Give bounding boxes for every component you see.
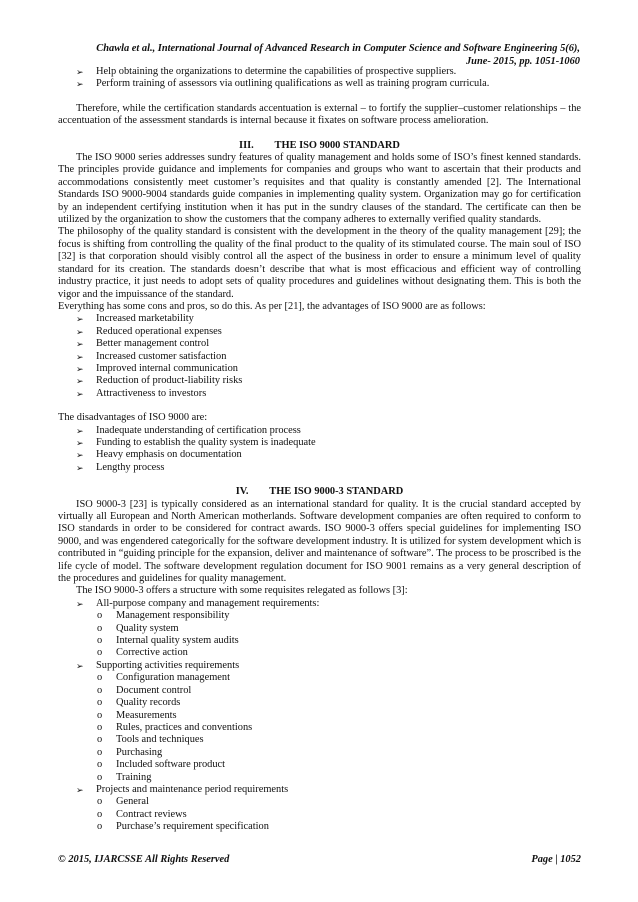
sub-list-item: o General xyxy=(97,796,149,808)
circle-bullet-icon: o xyxy=(97,697,103,709)
sub-list-item: o Internal quality system audits xyxy=(97,635,239,647)
paragraph: The ISO 9000-3 offers a structure with some requisites relegated as follows [3]: xyxy=(76,585,408,597)
sub-list-item: o Configuration management xyxy=(97,672,230,684)
list-item: ➢ Reduction of product-liability risks xyxy=(76,375,243,387)
sub-list-item: o Purchase’s requirement specification xyxy=(97,821,269,833)
list-item: ➢ Attractiveness to investors xyxy=(76,387,207,399)
circle-bullet-icon: o xyxy=(97,771,103,783)
arrow-bullet-icon: ➢ xyxy=(76,67,84,77)
paragraph: Everything has some cons and pros, so do this. As per [21], the advantages of ISO 9000 are as follows: xyxy=(58,300,486,312)
arrow-bullet-icon: ➢ xyxy=(76,598,84,609)
paragraph: ISO 9000-3 [23] is typically considered as an international standard for quality. It is the crucial standard accepted by virtually all European and North American motherlands. Software development companies are often required to conform to ISO standards in order to be considered for contract awards. ISO 9000-3 offers special guidelines for implementing ISO 9000, and was engendered categorically for the software development industry. It is utilized for system development which is contributed in “guiding principle for the expansion, deliver and maintenance of software”. The process to be proscribed is the life cycle of model. The software development regulation document for ISO 9001 remains as a very general description of the procedures and guidelines for quality management. xyxy=(58,498,581,585)
requirements-list xyxy=(58,598,581,834)
circle-bullet-icon: o xyxy=(97,721,103,733)
list-item: ➢ Better management control xyxy=(76,338,210,350)
circle-bullet-icon: o xyxy=(97,684,103,696)
sub-list-item: o Measurements xyxy=(97,709,177,721)
list-item: ➢ Funding to establish the quality system is inadequate xyxy=(76,436,316,448)
sub-list-item: o Rules, practices and conventions xyxy=(97,721,253,733)
section-heading: III. THE ISO 9000 STANDARD xyxy=(239,139,400,151)
circle-bullet-icon: o xyxy=(97,622,103,634)
arrow-bullet-icon: ➢ xyxy=(76,363,84,374)
arrow-bullet-icon: ➢ xyxy=(76,351,84,362)
sub-list-item: o Training xyxy=(97,771,152,783)
circle-bullet-icon: o xyxy=(97,672,103,684)
arrow-bullet-icon: ➢ xyxy=(76,425,84,436)
circle-bullet-icon: o xyxy=(97,709,103,721)
sub-list-item: o Quality system xyxy=(97,622,179,634)
circle-bullet-icon: o xyxy=(97,610,103,622)
sub-list-item: o Contract reviews xyxy=(97,808,187,820)
list-item: ➢ All-purpose company and management requirements: xyxy=(76,597,320,609)
arrow-bullet-icon: ➢ xyxy=(76,376,84,387)
arrow-bullet-icon: ➢ xyxy=(76,450,84,461)
arrow-bullet-icon: ➢ xyxy=(76,388,84,399)
page-number: Page | 1052 xyxy=(531,854,581,865)
paragraph: The ISO 9000 series addresses sundry features of quality management and holds some of ISO’s finest kenned standards. The principles provide guidance and implements for companies and groups who want to ascertain that their products and accommodations consistently meet customer’s requisites and that quality is constantly amended [2]. The International Standards ISO 9000-9004 standards guide companies in implementing quality system. Organization may go for certification by an independent certifying institution when it has put in the sundry clauses of the standard. The certificate can then be utilized by the organization to show the customers that the company adheres to externally verified quality standards. xyxy=(58,152,581,226)
sub-list-item: o Quality records xyxy=(97,697,181,709)
arrow-bullet-icon: ➢ xyxy=(76,326,84,337)
main-content xyxy=(58,66,581,834)
arrow-bullet-icon: ➢ xyxy=(76,784,84,795)
advantages-list xyxy=(58,313,581,400)
list-item: ➢ Projects and maintenance period requirements xyxy=(76,783,289,795)
header-citation: Chawla et al., International Journal of Advanced Research in Computer Science and Software Engineering 5(6), xyxy=(96,43,580,54)
list-item: ➢ Increased marketability xyxy=(76,313,194,325)
sub-list-item: o Purchasing xyxy=(97,746,163,758)
circle-bullet-icon: o xyxy=(97,759,103,771)
circle-bullet-icon: o xyxy=(97,821,103,833)
list-item: ➢ Increased customer satisfaction xyxy=(76,350,227,362)
page-footer xyxy=(58,854,581,866)
paragraph: The philosophy of the quality standard is consistent with the development in the theory of the quality management [29]; the focus is shifting from controlling the quality of the final product to the quality of its stimulated course. The main soul of ISO [32] is that corporation should visibly control all the aspect of the business in order to ensure a minimum level of quality standard for its creation. The standards doesn’t describe that what is most efficacious and efficient way of controlling industry practice, it just needs to adopt sets of quality procedures and guidelines without designating them. This is both the vigor and the impuissance of the standard. xyxy=(58,226,581,300)
circle-bullet-icon: o xyxy=(97,635,103,647)
list-item: ➢ Improved internal communication xyxy=(76,362,238,374)
arrow-bullet-icon: ➢ xyxy=(76,437,84,448)
list-item: ➢ Reduced operational expenses xyxy=(76,325,222,337)
copyright-notice: © 2015, IJARCSSE All Rights Reserved xyxy=(58,854,230,865)
circle-bullet-icon: o xyxy=(97,746,103,758)
circle-bullet-icon: o xyxy=(97,734,103,746)
list-item: ➢ Perform training of assessors via outlining qualifications as well as training program curricula. xyxy=(76,78,490,90)
header-issue: June- 2015, pp. 1051-1060 xyxy=(465,56,580,67)
circle-bullet-icon: o xyxy=(97,647,103,659)
disadvantages-list xyxy=(58,425,581,475)
arrow-bullet-icon: ➢ xyxy=(76,462,84,473)
sub-list-item: o Corrective action xyxy=(97,647,188,659)
arrow-bullet-icon: ➢ xyxy=(76,660,84,671)
paragraph: Therefore, while the certification standards accentuation is external – to fortify the supplier–customer relationships – the accentuation of the assessment standards is internal because it fixates on software process amelioration. xyxy=(58,102,581,127)
arrow-bullet-icon: ➢ xyxy=(76,314,84,325)
circle-bullet-icon: o xyxy=(97,796,103,808)
sub-list-item: o Tools and techniques xyxy=(97,734,204,746)
list-item: ➢ Lengthy process xyxy=(76,461,165,473)
running-header xyxy=(30,42,580,68)
list-item: ➢ Heavy emphasis on documentation xyxy=(76,449,242,461)
intro-bullet-list xyxy=(58,66,581,91)
list-item: ➢ Inadequate understanding of certification process xyxy=(76,424,301,436)
arrow-bullet-icon: ➢ xyxy=(76,339,84,350)
section-heading: IV. THE ISO 9000-3 STANDARD xyxy=(235,486,404,498)
sub-list-item: o Management responsibility xyxy=(97,610,230,622)
arrow-bullet-icon: ➢ xyxy=(76,79,84,90)
paragraph: The disadvantages of ISO 9000 are: xyxy=(58,412,208,424)
sub-list-item: o Document control xyxy=(97,684,192,696)
circle-bullet-icon: o xyxy=(97,808,103,820)
list-item: ➢ Help obtaining the organizations to determine the capabilities of prospective suppliers. xyxy=(76,66,457,77)
list-item: ➢ Supporting activities requirements xyxy=(76,659,240,671)
sub-list-item: o Included software product xyxy=(97,759,226,771)
